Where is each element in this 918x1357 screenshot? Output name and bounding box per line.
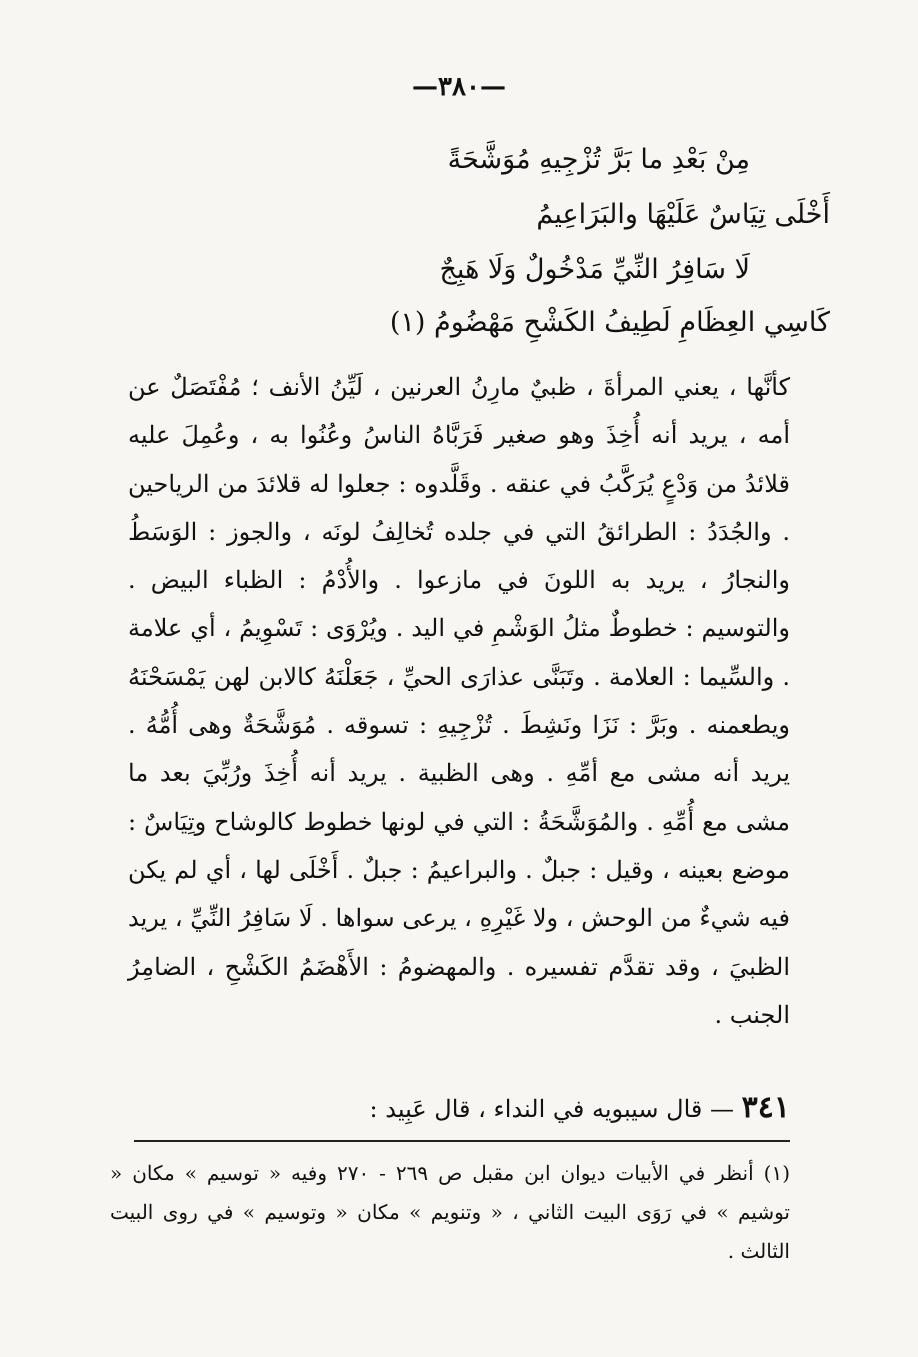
verse-line-4: كَاسِي العِظَامِ لَطِيفُ الكَشْحِ مَهْضُومُ (١) bbox=[389, 307, 830, 338]
verse-line-3: لَا سَافِرُ النِّيِّ مَدْخُولٌ وَلَا هَبِجٌ bbox=[439, 254, 750, 285]
commentary-text: كأنَّها ، يعني المرأةَ ، ظبيٌ مارِنُ العرنين ، لَيِّنُ الأنف ؛ مُفْتَصَلٌ عن أمه ، يريد أنه أُخِذَ وهو صغير فَرَبَّاهُ الناسُ وعُنُوا به ، وعُمِلَ عليه قلائدُ من وَدْعٍ يُرَكَّبُ في عنقه . وقَلَّدوه : جعلوا له قلائدَ من الرياحين . والجُدَدُ : الطرائقُ التي في جلده تُخالِفُ لونَه ، والجوز : الوَسَطُ والنجارُ ، يريد به اللونَ في مازعوا . والأُدْمُ : الظباء البيض . والتوسيم : خطوطٌ مثلُ الوَشْمِ في اليد . ويُرْوَى : تَسْوِيمُ ، أي علامة . والسِّيما : العلامة . وتَبَنَّى عذارَى الحيِّ ، جَعَلْنَهُ كالابن لهن يَمْسَحْنَهُ ويطعمنه . وبَرَّ : نَزَا ونَشِطَ . تُزْجِيهِ : تسوقه . مُوَشَّحَةٌ وهى أُمُّهُ . يريد أنه مشى مع أمِّهِ . وهى الظبية . يريد أنه أُخِذَ ورُبِّيَ بعد ما مشى مع أُمِّهِ . والمُوَشَّحَةُ : التي في لونها خطوط كالوشاح وتِيَاسٌ : موضع بعينه ، وقيل : جبلٌ . والبراعيمُ : جبلٌ . أَخْلَى لها ، أي لم يكن فيه شيءٌ من الوحش ، ولا غَيْرِهِ ، يرعى سواها . لَا سَافِرُ النِّيِّ ، يريد الظبيَ ، وقد تقدَّم تفسيره . والمهضومُ : الأَهْضَمُ الكَشْحِ ، الضامِرُ الجنب . bbox=[128, 373, 791, 1029]
footnote bbox=[110, 1154, 790, 1271]
page-number: —٣٨٠— bbox=[412, 72, 506, 102]
verse-line-1: مِنْ بَعْدِ ما بَرَّ تُزْجِيهِ مُوَشَّحَةً bbox=[447, 144, 750, 175]
verse-line-2: أَخْلَى تِيَاسٌ عَلَيْهَا والبَرَاعِيمُ bbox=[536, 199, 830, 230]
footnote-text: (١) أنظر في الأبيات ديوان ابن مقبل ص ٢٦٩ - ٢٧٠ وفيه « توسيم » مكان « توشيم » في رَوَى البيت الثاني ، « وتنويم » مكان « وتوسيم » في روى البيت الثالث . bbox=[110, 1161, 790, 1263]
entry-text: قال سيبويه في النداء ، قال عَبِيد : bbox=[369, 1095, 703, 1123]
footnote-divider bbox=[134, 1140, 790, 1142]
commentary-paragraph bbox=[128, 363, 790, 1039]
entry-number: ٣٤١ bbox=[741, 1090, 790, 1125]
entry-heading bbox=[128, 1088, 790, 1129]
entry-dash: — bbox=[702, 1095, 742, 1123]
